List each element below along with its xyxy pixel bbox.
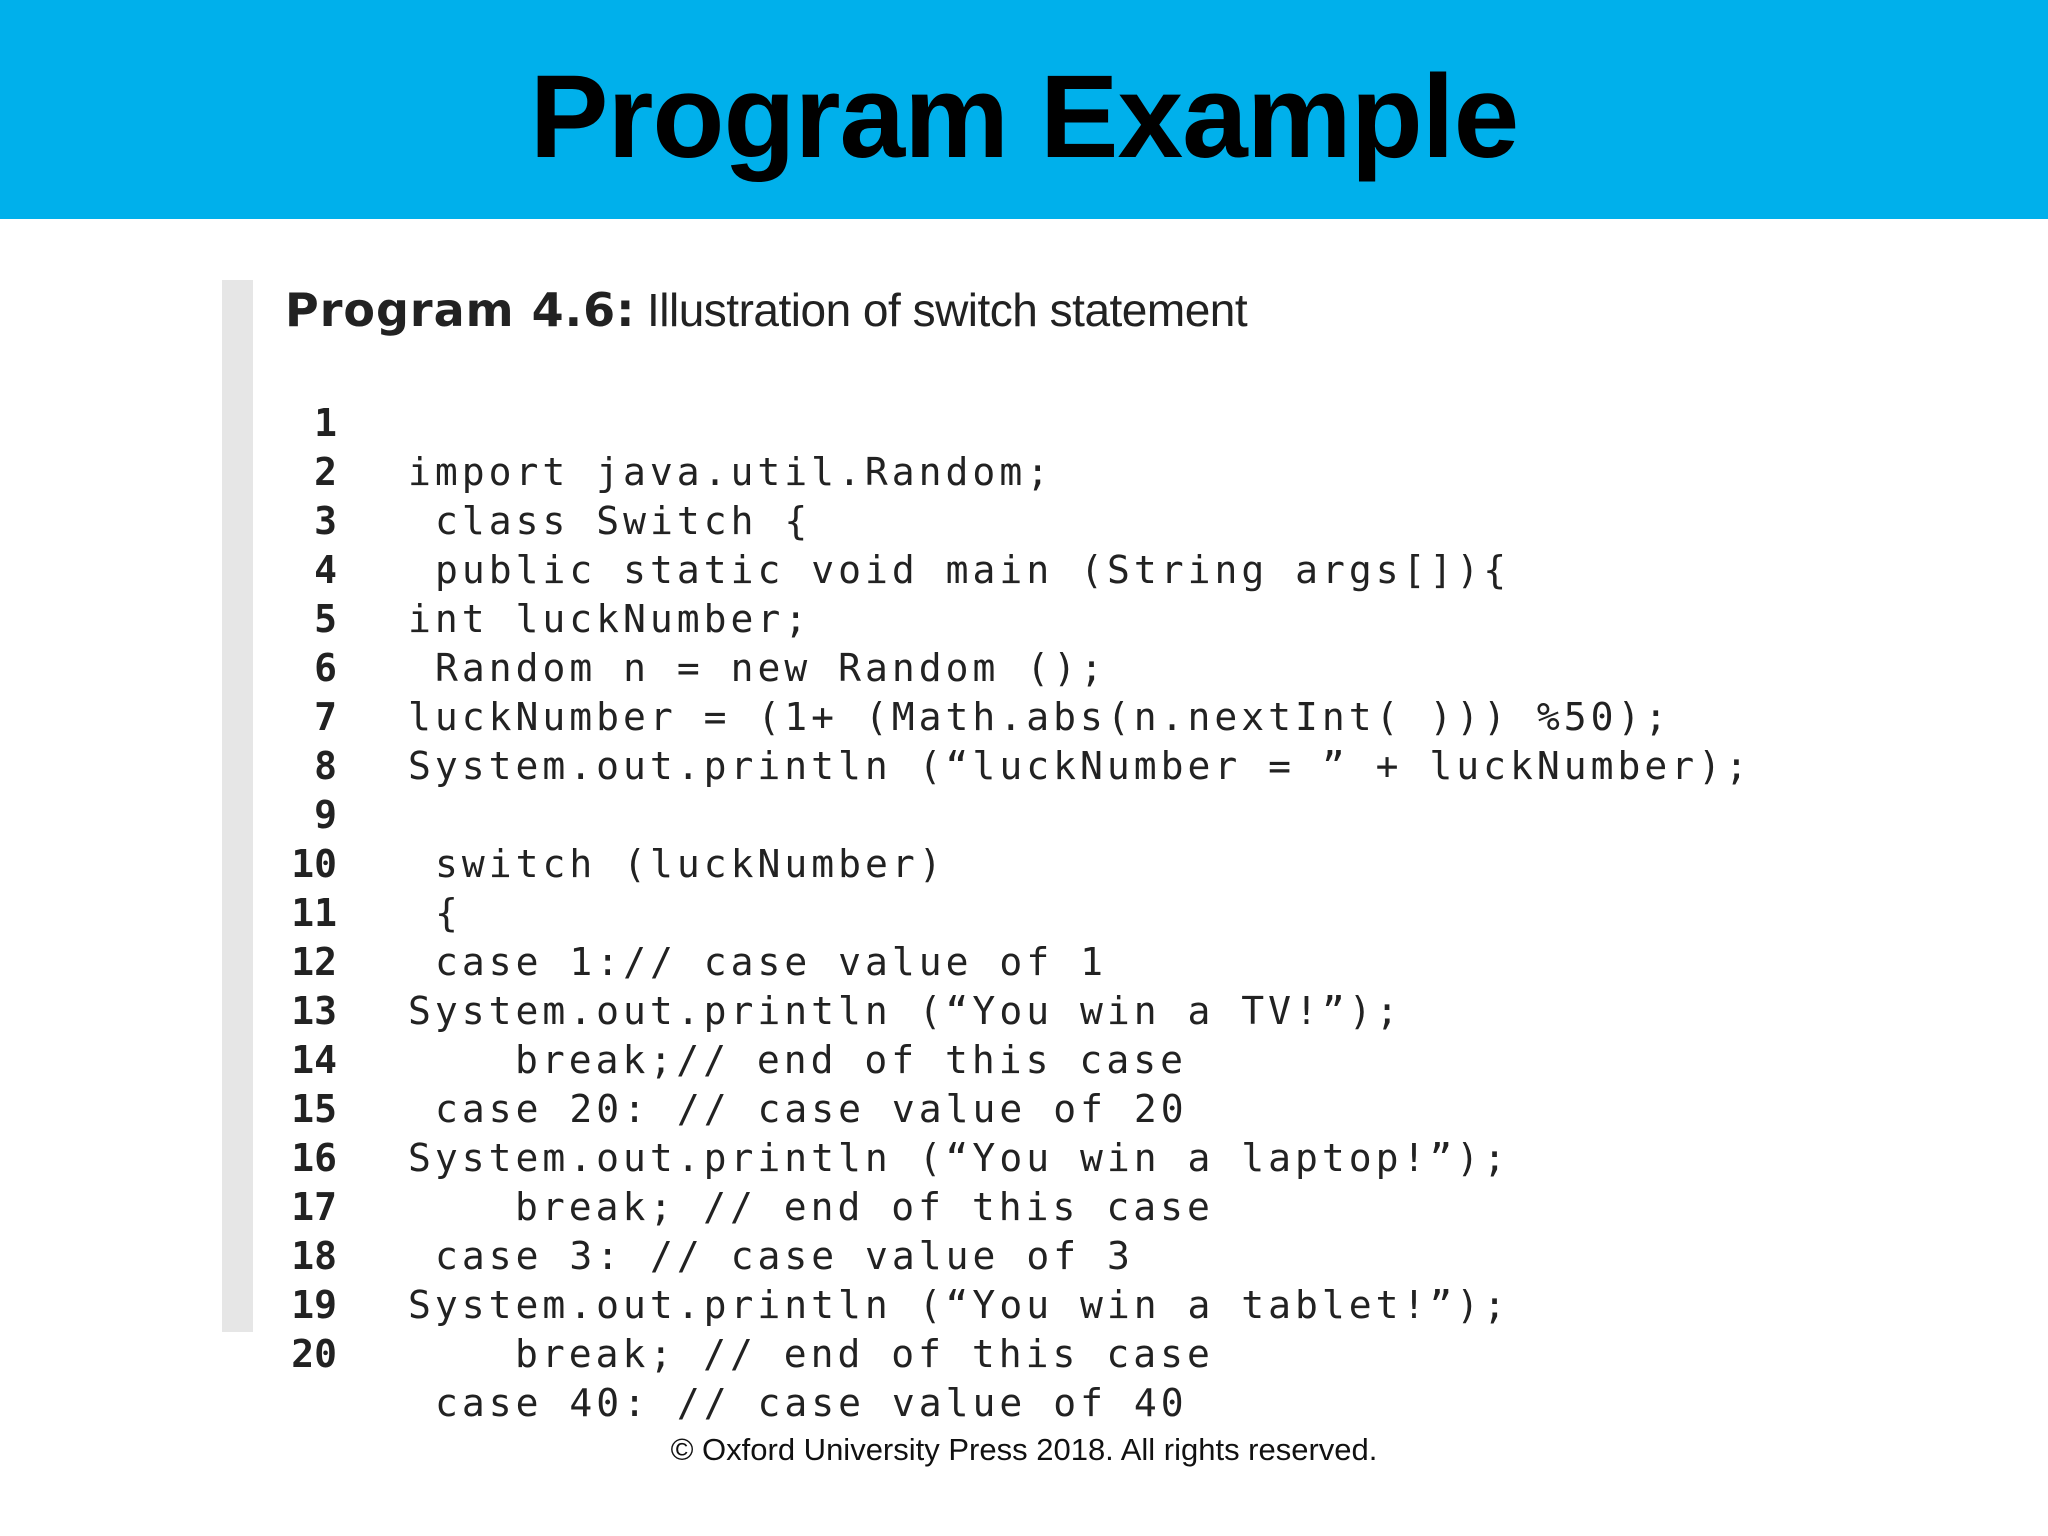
line-number: 4 xyxy=(314,548,337,592)
line-number: 5 xyxy=(314,597,337,641)
line-code: case 3: // case value of 3 xyxy=(435,1234,1134,1278)
slide-title: Program Example xyxy=(529,51,1519,183)
line-number: 20 xyxy=(291,1332,337,1376)
line-number: 9 xyxy=(314,793,337,837)
line-code: case 40: // case value of 40 xyxy=(435,1381,1188,1425)
line-number: 11 xyxy=(291,891,337,935)
line-number: 14 xyxy=(291,1038,337,1082)
program-caption xyxy=(285,280,1247,340)
line-number: 2 xyxy=(314,450,337,494)
line-code: System.out.println (“You win a TV!”); xyxy=(408,989,1403,1033)
line-code: break;// end of this case xyxy=(515,1038,1187,1082)
program-figure xyxy=(222,280,1782,1425)
line-code: break; // end of this case xyxy=(515,1185,1214,1229)
line-number: 13 xyxy=(291,989,337,1033)
line-number: 1 xyxy=(314,401,337,445)
line-code: System.out.println (“luckNumber = ” + luckNumber); xyxy=(408,744,1752,788)
line-code: switch (luckNumber) xyxy=(435,842,946,886)
code-listing xyxy=(222,350,1782,1425)
line-code: int luckNumber; xyxy=(408,597,812,641)
line-code: luckNumber = (1+ (Math.abs(n.nextInt( ))) %50); xyxy=(408,695,1672,739)
copyright-footer: © Oxford University Press 2018. All rights reserved. xyxy=(670,1432,1378,1467)
line-code: import java.util.Random; xyxy=(408,450,1054,494)
line-code: Random n = new Random (); xyxy=(435,646,1107,690)
line-number: 16 xyxy=(291,1136,337,1180)
line-number: 7 xyxy=(314,695,337,739)
line-number: 12 xyxy=(291,940,337,984)
line-code: System.out.println (“You win a tablet!”); xyxy=(408,1283,1510,1327)
line-number: 18 xyxy=(291,1234,337,1278)
code-line xyxy=(222,350,1782,494)
line-number: 19 xyxy=(291,1283,337,1327)
line-number: 17 xyxy=(291,1185,337,1229)
line-code: public static void main (String args[]){ xyxy=(435,548,1511,592)
line-code: case 1:// case value of 1 xyxy=(435,940,1107,984)
program-caption-text: Illustration of switch statement xyxy=(647,284,1248,336)
line-number: 6 xyxy=(314,646,337,690)
line-code: case 20: // case value of 20 xyxy=(435,1087,1188,1131)
line-number: 3 xyxy=(314,499,337,543)
line-number: 8 xyxy=(314,744,337,788)
program-caption-label: Program 4.6: xyxy=(285,283,636,337)
line-code: { xyxy=(435,891,462,935)
line-number: 10 xyxy=(291,842,337,886)
line-code: System.out.println (“You win a laptop!”); xyxy=(408,1136,1510,1180)
line-number: 15 xyxy=(291,1087,337,1131)
line-code: break; // end of this case xyxy=(515,1332,1214,1376)
line-code: class Switch { xyxy=(435,499,812,543)
